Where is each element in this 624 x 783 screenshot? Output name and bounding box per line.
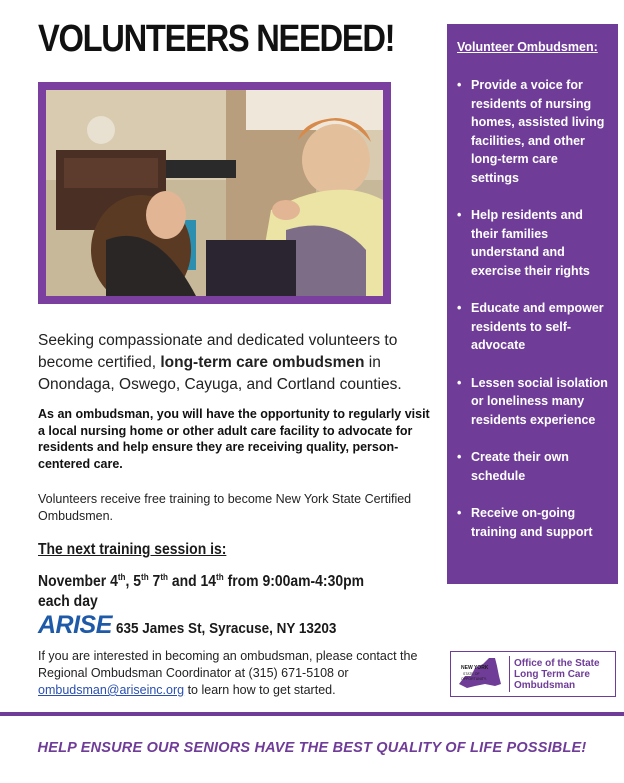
ombudsman-description: As an ombudsman, you will have the opportunity to regularly visit a local nursing home or other adult care facility to advocate for residents and help ensure they are receiving quality, person-centered care. xyxy=(38,407,430,471)
intro-bold-role: long-term care ombudsmen xyxy=(160,354,365,371)
sidebar-list-item: • Create their own schedule xyxy=(457,448,608,485)
next-session-heading: The next training session is: xyxy=(38,541,227,558)
intro-text-start: Seeking compassionate and dedicated volunteers to become certified, xyxy=(38,332,398,371)
contact-text: If you are interested in becoming an ombudsman, please contact the Regional Ombudsman Coordinator at (315) 671-5108 or xyxy=(38,649,418,680)
sidebar-title: Volunteer Ombudsmen: xyxy=(457,40,598,54)
footer-tagline: HELP ENSURE OUR SENIORS HAVE THE BEST QUALITY OF LIFE POSSIBLE! xyxy=(37,740,587,756)
footer-divider xyxy=(0,712,624,716)
arise-address: 635 James St, Syracuse, NY 13203 xyxy=(115,620,337,637)
office-line: Long Term Care xyxy=(514,668,590,680)
intro-text-end: in Onondaga, Oswego, Cayuga, and Cortland counties. xyxy=(38,354,402,393)
date-suffix: th xyxy=(141,572,149,582)
nys-ombudsman-logo xyxy=(450,651,616,697)
date-part: and 14 xyxy=(167,573,217,591)
intro-paragraph xyxy=(38,330,428,396)
training-note: Volunteers receive free training to become New York State Certified Ombudsmen. xyxy=(38,492,412,523)
contact-text-end: to learn how to get started. xyxy=(184,683,336,697)
arise-address-line xyxy=(38,611,361,640)
volunteer-photo xyxy=(38,82,391,304)
contact-paragraph xyxy=(38,648,433,699)
date-part: 7 xyxy=(148,573,161,591)
volunteer-sidebar xyxy=(447,24,618,584)
session-dates xyxy=(38,567,394,612)
page-headline: VOLUNTEERS NEEDED! xyxy=(38,18,395,60)
sidebar-list xyxy=(457,76,608,541)
sidebar-list-item: • Educate and empower residents to self-advocate xyxy=(457,299,608,355)
date-part: November 4 xyxy=(38,573,118,591)
office-line: Ombudsman xyxy=(514,679,576,691)
sidebar-list-item: • Lessen social isolation or loneliness many residents experience xyxy=(457,374,608,430)
nys-map-icon xyxy=(455,654,505,694)
logo-divider xyxy=(509,656,510,692)
date-part: , 5 xyxy=(125,573,142,591)
office-line: Office of the State xyxy=(514,657,600,669)
office-name xyxy=(514,658,600,691)
sidebar-list-item: • Provide a voice for residents of nursing homes, assisted living facilities, and other long-term care settings xyxy=(457,76,608,187)
nys-brand-line1: NEW YORK xyxy=(461,665,489,671)
email-link[interactable]: ombudsman@ariseinc.org xyxy=(38,683,185,697)
nys-brand-line3: OPPORTUNITY. xyxy=(461,677,487,681)
sidebar-list-item: • Help residents and their families understand and exercise their rights xyxy=(457,206,608,280)
date-suffix: th xyxy=(160,572,168,582)
sidebar-list-item: • Receive on-going training and support xyxy=(457,504,608,541)
photo-illustration xyxy=(46,90,383,296)
date-suffix: th xyxy=(216,572,224,582)
date-suffix: th xyxy=(117,572,126,582)
nys-brand-line2: STATE OF xyxy=(463,672,480,676)
date-part: from 9:00am-4:30pm each day xyxy=(38,573,365,611)
arise-logo: ARISE xyxy=(38,611,112,639)
